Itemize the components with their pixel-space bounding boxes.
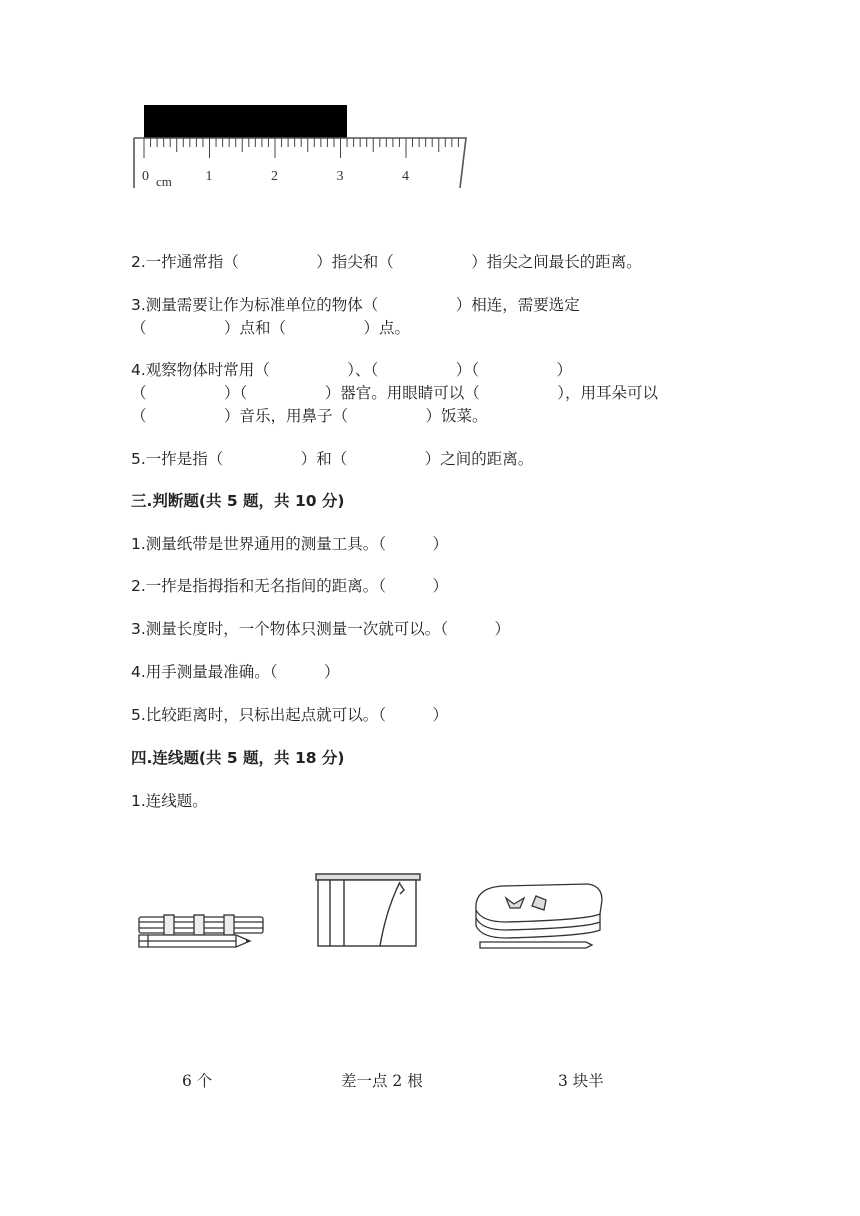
question-4-line-1: 4.观察物体时常用（ ）、（ ）（ ） xyxy=(131,361,573,379)
question-4-line-2: （ ）（ ）器官。用眼睛可以（ ），用耳朵可以 xyxy=(131,384,659,402)
ruler-ticks xyxy=(144,138,458,158)
answer-label-1: 6 个 xyxy=(182,1072,213,1090)
answer-label-2: 差一点 2 根 xyxy=(341,1072,423,1090)
pencil-with-erasers-icon xyxy=(136,912,266,952)
question-2: 2.一拃通常指（ ）指尖和（ ）指尖之间最长的距离。 xyxy=(131,253,642,271)
ruler-figure xyxy=(128,100,478,195)
judge-item-4: 4.用手测量最准确。（ ） xyxy=(131,663,340,681)
question-5: 5.一拃是指（ ）和（ ）之间的距离。 xyxy=(131,450,534,468)
question-3-line-1: 3.测量需要让作为标准单位的物体（ ）相连，需要选定 xyxy=(131,296,580,314)
question-4-line-3: （ ）音乐，用鼻子（ ）饭菜。 xyxy=(131,407,488,425)
measured-bar xyxy=(144,105,347,138)
book-stack-with-pencil-icon xyxy=(466,880,610,952)
ruler-unit: cm xyxy=(156,174,172,189)
judge-item-5: 5.比较距离时，只标出起点就可以。（ ） xyxy=(131,706,449,724)
judge-item-2: 2.一拃是指拇指和无名指间的距离。（ ） xyxy=(131,577,449,595)
judge-item-3: 3.测量长度时，一个物体只测量一次就可以。（ ） xyxy=(131,620,511,638)
question-3-line-2: （ ）点和（ ）点。 xyxy=(131,319,411,337)
ruler-tick-label: 1 xyxy=(205,169,213,184)
ruler-tick-label: 4 xyxy=(402,169,409,184)
judge-item-1: 1.测量纸带是世界通用的测量工具。（ ） xyxy=(131,535,449,553)
section-3-title: 三.判断题(共 5 题，共 10 分) xyxy=(131,492,345,510)
matching-question-1: 1.连线题。 xyxy=(131,792,208,810)
ruler-tick-label: 3 xyxy=(336,169,344,184)
ruler-tick-label: 0 xyxy=(142,169,149,184)
ruler-tick-label: 2 xyxy=(271,169,278,184)
ruler-tick-labels xyxy=(142,169,409,184)
answer-label-3: 3 块半 xyxy=(558,1072,604,1090)
section-4-title: 四.连线题(共 5 题，共 18 分) xyxy=(131,749,345,767)
book-with-ruler-icon xyxy=(314,872,424,950)
ruler-outline xyxy=(134,138,466,188)
